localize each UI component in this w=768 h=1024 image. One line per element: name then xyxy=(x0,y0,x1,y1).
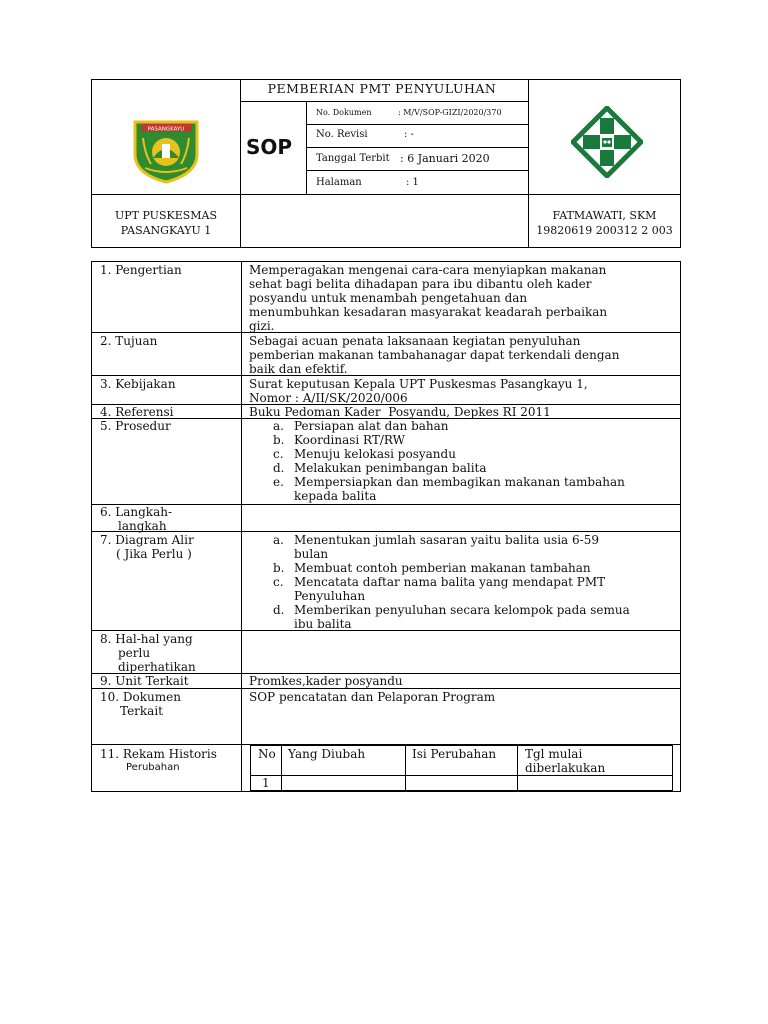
revision-value: : - xyxy=(404,129,414,140)
list-item xyxy=(249,419,625,433)
list-item-text: Mempersiapkan dan membagikan makanan tambahan xyxy=(294,475,625,489)
list-item-text: Mencatata daftar nama balita yang mendapat PMT xyxy=(294,575,606,589)
text-line: gizi. xyxy=(249,319,275,333)
row-label-hal xyxy=(100,632,196,674)
column-line: diberlakukan xyxy=(525,761,606,775)
row-label-pengertian: 1. Pengertian xyxy=(100,263,182,277)
text-line: baik dan efektif. xyxy=(249,362,348,376)
signatory xyxy=(529,208,680,238)
history-row-no: 1 xyxy=(262,776,270,790)
label-line: 10. Dokumen xyxy=(100,690,181,704)
date-value: : 6 Januari 2020 xyxy=(400,152,490,165)
label-line: 8. Hal-hal yang xyxy=(100,632,193,646)
column-line: Tgl mulai xyxy=(525,747,583,761)
text-line: pemberian makanan tambahanagar dapat terkendali dengan xyxy=(249,348,620,362)
row-divider xyxy=(91,531,681,532)
header-divider xyxy=(240,101,529,102)
label-line: ( Jika Perlu ) xyxy=(116,547,192,561)
doc-no-label: No. Dokumen xyxy=(316,108,372,117)
text-line: posyandu untuk menambah pengetahuan dan xyxy=(249,291,528,305)
list-item-text: bulan xyxy=(294,547,329,561)
row-label-prosedur: 5. Prosedur xyxy=(100,419,171,433)
label-line: perlu xyxy=(118,646,151,660)
list-marker: c. xyxy=(273,575,284,589)
text-line: Memperagakan mengenai cara-cara menyiapkan makanan xyxy=(249,263,607,277)
label-line: 7. Diagram Alir xyxy=(100,533,194,547)
list-item xyxy=(249,461,625,475)
signatory-nip: 19820619 200312 2 003 xyxy=(536,224,673,237)
history-col-date xyxy=(525,747,605,775)
row-label-kebijakan: 3. Kebijakan xyxy=(100,377,176,391)
list-marker: d. xyxy=(273,603,285,617)
crest-banner-text: PASANGKAYU xyxy=(147,126,185,133)
history-col-divider xyxy=(405,745,406,791)
list-marker: d. xyxy=(273,461,285,475)
list-item-text: ibu balita xyxy=(294,617,352,631)
list-item-text: Melakukan penimbangan balita xyxy=(294,461,487,475)
history-col-divider xyxy=(517,745,518,791)
list-item-text: Menuju kelokasi posyandu xyxy=(294,447,456,461)
text-line: Nomor : A/II/SK/2020/006 xyxy=(249,391,408,405)
signatory-name: FATMAWATI, SKM xyxy=(552,209,657,222)
list-marker: c. xyxy=(273,447,284,461)
row-value-referensi: Buku Pedoman Kader Posyandu, Depkes RI 2011 xyxy=(249,405,551,419)
row-label-referensi: 4. Referensi xyxy=(100,405,174,419)
row-divider xyxy=(91,504,681,505)
list-item xyxy=(249,475,625,503)
history-col-divider xyxy=(281,745,282,791)
org-line-2: PASANGKAYU 1 xyxy=(120,224,212,237)
label-line: 6. Langkah- xyxy=(100,505,173,519)
header-divider xyxy=(306,124,529,125)
list-item-text: Membuat contoh pemberian makanan tambahan xyxy=(294,561,591,575)
label-line: langkah xyxy=(118,519,167,533)
list-item-text: Persiapan alat dan bahan xyxy=(294,419,449,433)
puskesmas-logo xyxy=(571,106,643,182)
history-col-no: No xyxy=(258,747,276,761)
history-row-divider xyxy=(250,775,673,776)
list-marker: b. xyxy=(273,433,285,447)
list-item-text: Memberikan penyuluhan secara kelompok pada semua xyxy=(294,603,630,617)
row-value-pengertian xyxy=(249,263,607,333)
label-line: diperhatikan xyxy=(118,660,196,674)
column-divider xyxy=(241,261,242,792)
row-label-langkah xyxy=(100,505,172,533)
row-label-dokumen xyxy=(100,690,181,718)
list-item xyxy=(249,433,625,447)
row-value-kebijakan xyxy=(249,377,588,405)
org-name xyxy=(92,208,240,238)
list-item-text: Penyuluhan xyxy=(294,589,366,603)
list-item-text: kepada balita xyxy=(294,489,377,503)
diagram-list xyxy=(249,533,630,631)
list-item-text: Menentukan jumlah sasaran yaitu balita usia 6-59 xyxy=(294,533,599,547)
row-value-tujuan xyxy=(249,334,619,376)
list-item-text: Koordinasi RT/RW xyxy=(294,433,406,447)
document-title: PEMBERIAN PMT PENYULUHAN xyxy=(267,81,497,96)
revision-label: No. Revisi xyxy=(316,129,368,140)
text-line: sehat bagi belita dihadapan para ibu dibantu oleh kader xyxy=(249,277,592,291)
org-line-1: UPT PUSKESMAS xyxy=(114,209,218,222)
header-divider xyxy=(91,194,681,195)
history-col-content: Isi Perubahan xyxy=(412,747,497,761)
header-divider xyxy=(306,147,529,148)
row-value-dokumen: SOP pencatatan dan Pelaporan Program xyxy=(249,690,496,704)
prosedur-list xyxy=(249,419,625,503)
page-value: : 1 xyxy=(406,177,419,188)
list-item xyxy=(249,561,630,575)
list-item xyxy=(249,603,630,631)
label-line: 11. Rekam Historis xyxy=(100,747,217,761)
list-item xyxy=(249,575,630,603)
list-marker: a. xyxy=(273,419,284,433)
row-divider xyxy=(91,688,681,689)
text-line: Surat keputusan Kepala UPT Puskesmas Pasangkayu 1, xyxy=(249,377,588,391)
date-label: Tanggal Terbit xyxy=(316,153,390,164)
history-col-changed: Yang Diubah xyxy=(288,747,366,761)
row-label-rekam xyxy=(100,747,217,775)
header-divider xyxy=(240,79,241,248)
page-label: Halaman xyxy=(316,177,362,188)
district-crest-logo xyxy=(131,118,201,188)
row-value-unit: Promkes,kader posyandu xyxy=(249,674,403,688)
doc-no-value: : M/V/SOP-GIZI/2020/370 xyxy=(398,108,502,117)
header-divider xyxy=(306,170,529,171)
text-line: menumbuhkan kesadaran masyarakat keadarah perbaikan xyxy=(249,305,608,319)
list-item xyxy=(249,447,625,461)
list-marker: a. xyxy=(273,533,284,547)
list-marker: b. xyxy=(273,561,285,575)
row-label-tujuan: 2. Tujuan xyxy=(100,334,158,348)
label-line: Perubahan xyxy=(126,762,180,773)
text-line: Sebagai acuan penata laksanaan kegiatan penyuluhan xyxy=(249,334,581,348)
list-marker: e. xyxy=(273,475,284,489)
label-line: Terkait xyxy=(120,704,163,718)
sop-label: SOP xyxy=(246,135,293,159)
row-label-diagram xyxy=(100,533,194,561)
list-item xyxy=(249,533,630,561)
row-label-unit: 9. Unit Terkait xyxy=(100,674,189,688)
